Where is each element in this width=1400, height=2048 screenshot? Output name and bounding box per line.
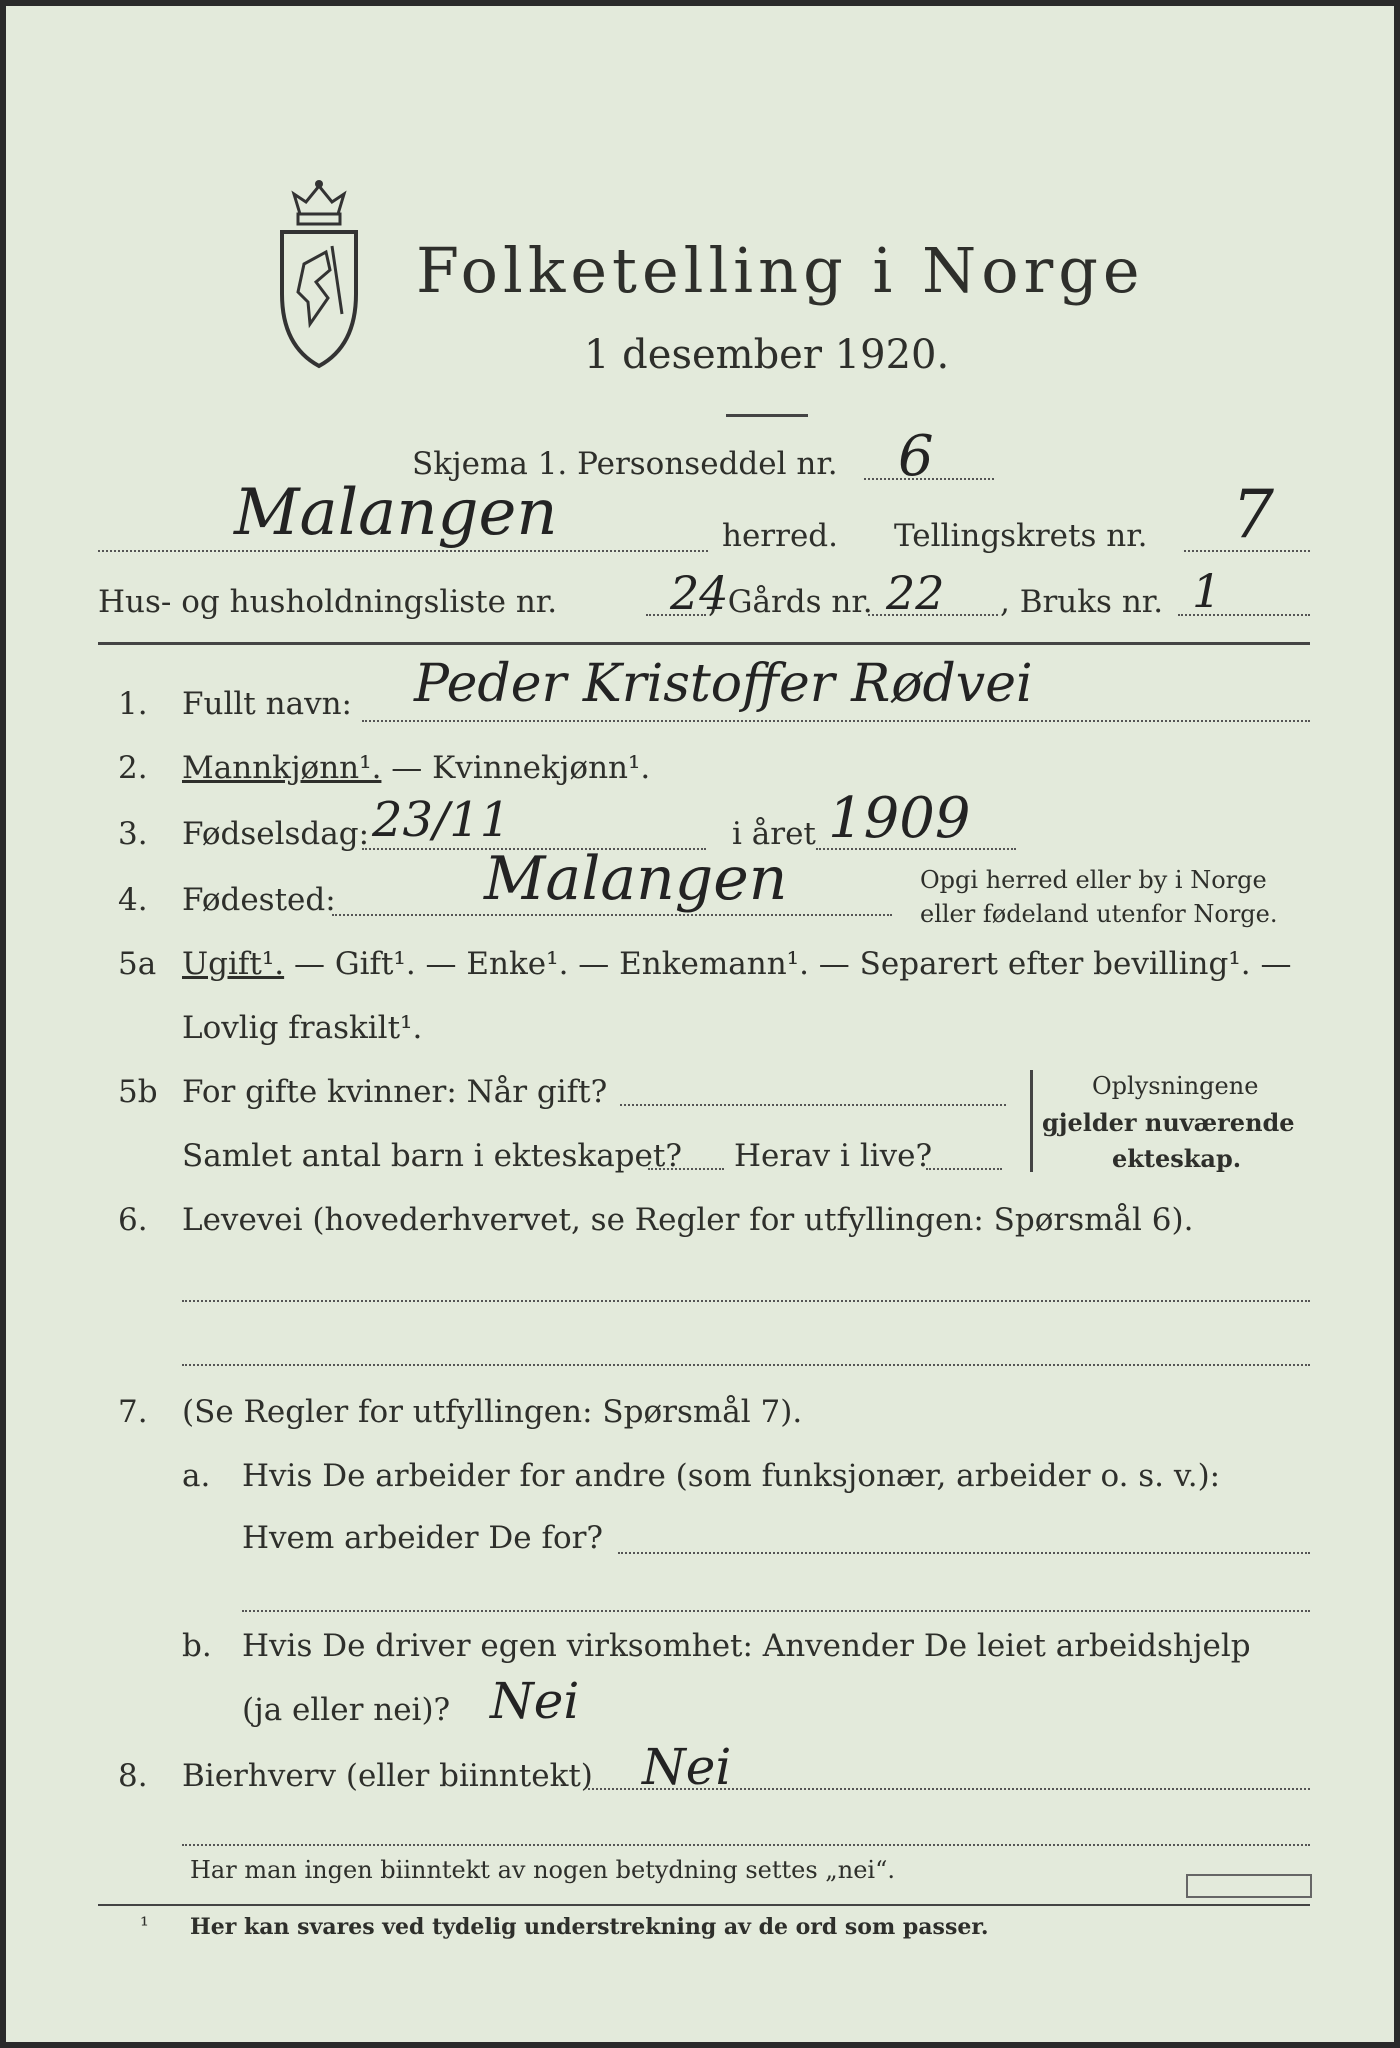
occupation-line1 xyxy=(182,1300,1310,1302)
q1-number: 1. xyxy=(118,686,148,722)
birth-year-line xyxy=(816,848,1016,850)
q7-number: 7. xyxy=(118,1394,148,1430)
personseddel-nr-value: 6 xyxy=(898,424,934,489)
q7b-letter: b. xyxy=(182,1628,212,1664)
q7a-letter: a. xyxy=(182,1458,211,1494)
title-divider xyxy=(726,414,808,417)
employer-line2 xyxy=(242,1610,1310,1612)
q3-year-label: i året xyxy=(732,816,816,852)
option-ugift: Ugift¹. xyxy=(182,946,285,982)
birthplace-value: Malangen xyxy=(484,844,788,914)
option-kvinnekjonn: — Kvinnekjønn¹. xyxy=(381,750,651,786)
q4-note-line1: Opgi herred eller by i Norge xyxy=(920,866,1267,894)
gaards-nr-value: 22 xyxy=(886,566,945,620)
footnote-divider xyxy=(98,1904,1310,1906)
q5a-line2: Lovlig fraskilt¹. xyxy=(182,1010,423,1046)
q5b-label2: Samlet antal barn i ekteskapet? xyxy=(182,1138,682,1174)
header-divider xyxy=(98,642,1310,645)
form-title: Folketelling i Norge xyxy=(416,234,1145,307)
children-count-line xyxy=(648,1168,724,1170)
q3-label: Fødselsdag: xyxy=(182,816,370,852)
q2-options xyxy=(182,750,650,786)
birth-year-value: 1909 xyxy=(828,786,971,851)
hired-help-value: Nei xyxy=(490,1672,580,1730)
q7b-label2: (ja eller nei)? xyxy=(242,1692,451,1728)
q5b-label3: Herav i live? xyxy=(734,1138,933,1174)
tellingskrets-nr-line xyxy=(1184,550,1310,552)
q5a-number: 5a xyxy=(118,946,157,982)
bruks-nr-value: 1 xyxy=(1192,564,1222,618)
census-form xyxy=(6,6,1394,2042)
footer-note: Har man ingen biinntekt av nogen betydning settes „nei“. xyxy=(190,1856,895,1884)
q8-label: Bierhverv (eller biinntekt) xyxy=(182,1758,593,1794)
q5b-note1: Oplysningene xyxy=(1092,1072,1259,1100)
option-others: — Gift¹. — Enke¹. — Enkemann¹. — Separert efter bevilling¹. — xyxy=(284,946,1292,982)
footer-divider xyxy=(182,1844,1310,1846)
married-date-line xyxy=(620,1104,1006,1106)
occupation-line2 xyxy=(182,1364,1310,1366)
q1-label: Fullt navn: xyxy=(182,686,352,722)
birthdate-value: 23/11 xyxy=(372,792,511,848)
q2-number: 2. xyxy=(118,750,148,786)
q8-number: 8. xyxy=(118,1758,148,1794)
hus-nr-value: 24 xyxy=(670,566,729,620)
tellingskrets-nr-value: 7 xyxy=(1232,476,1274,553)
gaards-label: , Gårds nr. xyxy=(708,584,873,620)
herred-value: Malangen xyxy=(234,476,558,550)
footnote-text: Her kan svares ved tydelig understrekning av de ord som passer. xyxy=(190,1914,989,1940)
q5b-note3: ekteskap. xyxy=(1112,1144,1242,1173)
q5b-label1: For gifte kvinner: Når gift? xyxy=(182,1074,608,1110)
employer-line1 xyxy=(618,1552,1310,1554)
gaards-nr-line xyxy=(868,614,998,616)
q4-note-line2: eller fødeland utenfor Norge. xyxy=(920,900,1278,928)
skjema-label: Skjema 1. Personseddel nr. xyxy=(412,446,838,482)
q7a-label2: Hvem arbeider De for? xyxy=(242,1520,604,1556)
full-name-line xyxy=(362,720,1310,722)
footnote-mark: ¹ xyxy=(140,1914,149,1939)
q5b-note2: gjelder nuværende xyxy=(1042,1108,1295,1137)
q3-number: 3. xyxy=(118,816,148,852)
herred-label: herred. xyxy=(722,518,838,554)
hus-label: Hus- og husholdningsliste nr. xyxy=(98,584,558,620)
q6-number: 6. xyxy=(118,1202,148,1238)
q7a-label: Hvis De arbeider for andre (som funksjonær, arbeider o. s. v.): xyxy=(242,1458,1221,1494)
q5b-bracket xyxy=(1030,1070,1033,1172)
children-alive-line xyxy=(926,1168,1002,1170)
q4-label: Fødested: xyxy=(182,882,336,918)
side-income-value: Nei xyxy=(642,1738,732,1796)
bruks-label: , Bruks nr. xyxy=(1000,584,1164,620)
personseddel-nr-line xyxy=(864,478,994,480)
coat-of-arms-icon xyxy=(270,174,368,374)
census-date: 1 desember 1920. xyxy=(584,332,950,378)
birthplace-line xyxy=(332,914,892,916)
q6-label: Levevei (hovederhvervet, se Regler for utfyllingen: Spørsmål 6). xyxy=(182,1202,1194,1238)
hus-nr-line xyxy=(646,614,706,616)
q5b-number: 5b xyxy=(118,1074,158,1110)
q5a-options xyxy=(182,946,1291,982)
q7-label: (Se Regler for utfyllingen: Spørsmål 7). xyxy=(182,1394,803,1430)
herred-line xyxy=(98,550,708,552)
tellingskrets-label: Tellingskrets nr. xyxy=(894,518,1148,554)
full-name-value: Peder Kristoffer Rødvei xyxy=(414,654,1033,714)
bruks-nr-line xyxy=(1178,614,1310,616)
option-mannkjonn: Mannkjønn¹. xyxy=(182,750,382,786)
q7b-label: Hvis De driver egen virksomhet: Anvender De leiet arbeidshjelp xyxy=(242,1628,1251,1664)
side-income-line xyxy=(588,1788,1310,1790)
q4-number: 4. xyxy=(118,882,148,918)
printer-stamp xyxy=(1186,1874,1312,1898)
